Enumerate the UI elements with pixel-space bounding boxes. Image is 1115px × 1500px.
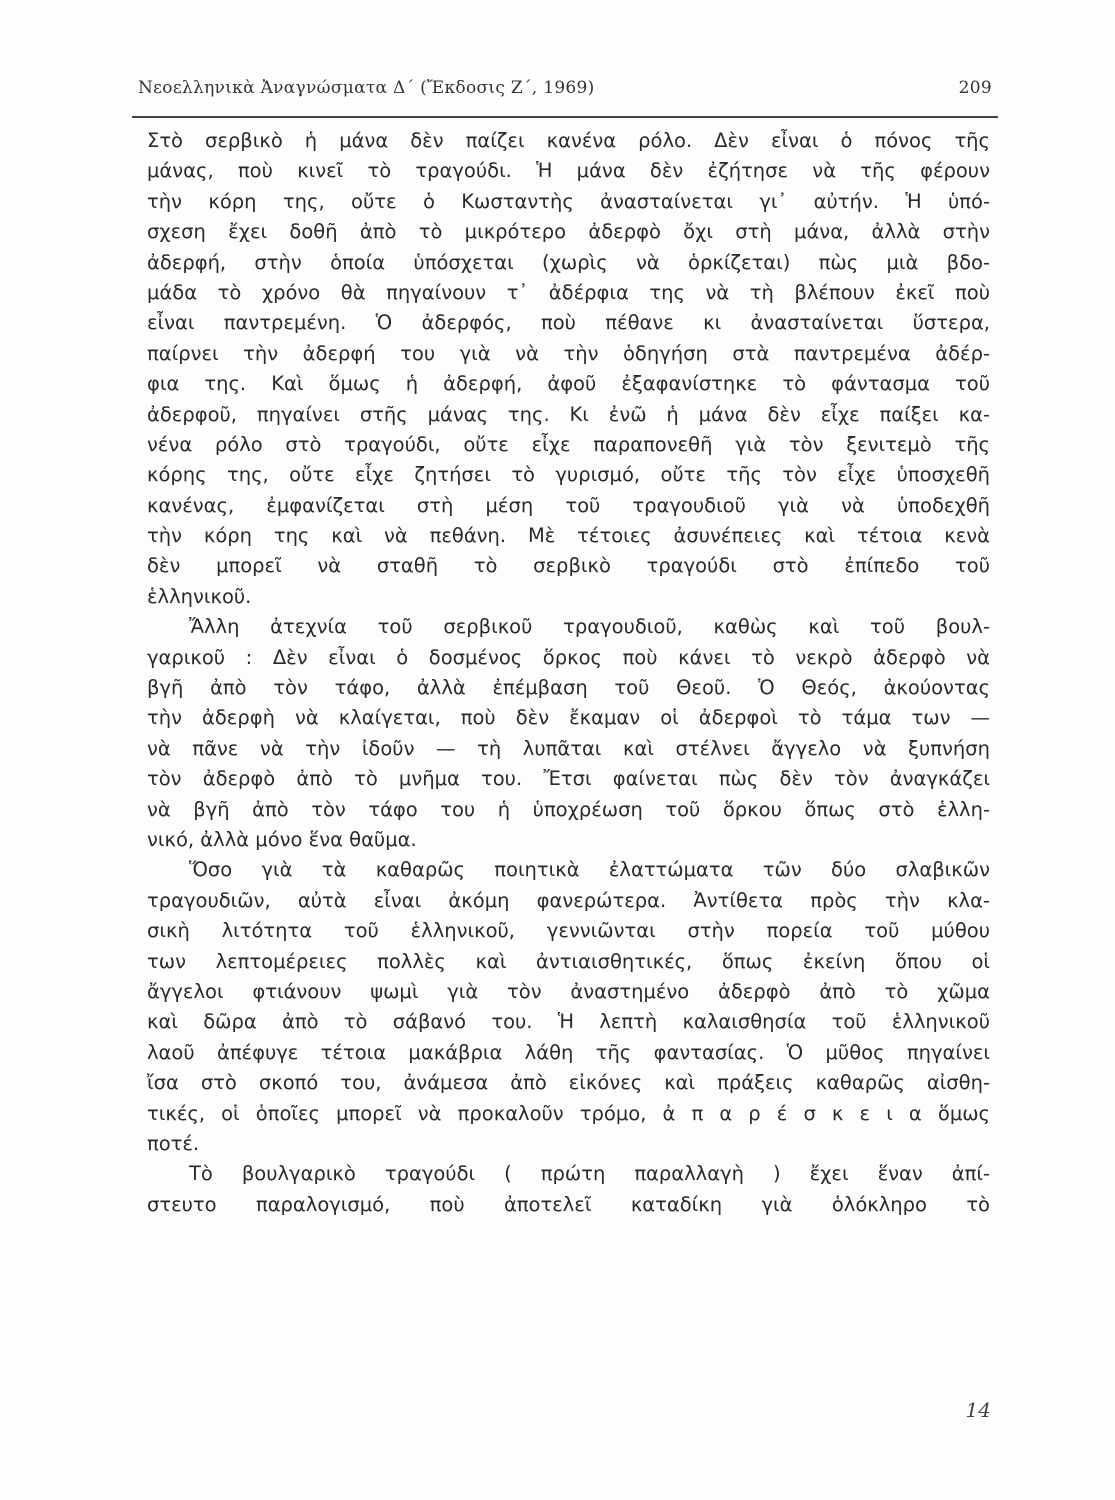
text-line: δὲν μπορεῖ νὰ σταθῆ τὸ σερβικὸ τραγούδι στὸ ἐπίπεδο τοῦ [147, 554, 990, 578]
body-text [147, 126, 990, 1220]
text-line: νικό, ἀλλὰ μόνο ἕνα θαῦμα. [147, 827, 417, 851]
text-line: των λεπτομέρειες πολλὲς καὶ ἀντιαισθητικές, ὅπως ἐκείνη ὅπου οἱ [147, 949, 990, 973]
text-line: καὶ δῶρα ἀπὸ τὸ σάβανό του. Ἡ λεπτὴ καλαισθησία τοῦ ἑλληνικοῦ [147, 1010, 990, 1034]
text-line: φια της. Καὶ ὅμως ἡ ἀδερφή, ἀφοῦ ἐξαφανίστηκε τὸ φάντασμα τοῦ [147, 372, 990, 396]
text-line: γαρικοῦ : Δὲν εἶναι ὁ δοσμένος ὅρκος ποὺ κάνει τὸ νεκρὸ ἀδερφὸ νὰ [147, 645, 990, 669]
text-line: σχεση ἔχει δοθῆ ἀπὸ τὸ μικρότερο ἀδερφὸ ὄχι στὴ μάνα, ἀλλὰ στὴν [147, 220, 990, 244]
text-line: σικὴ λιτότητα τοῦ ἑλληνικοῦ, γεννιῶνται στὴν πορεία τοῦ μύθου [147, 919, 990, 943]
header-rule [132, 116, 998, 118]
running-head [132, 78, 992, 108]
text-line: νένα ρόλο στὸ τραγούδι, οὔτε εἶχε παραπονεθῆ γιὰ τὸν ξενιτεμὸ τῆς [147, 432, 990, 456]
text-line: ἀδερφή, στὴν ὁποία ὑπόσχεται (χωρὶς νὰ ὁρκίζεται) πὼς μιὰ βδο- [147, 250, 990, 274]
paragraph-start-line: Ὅσο γιὰ τὰ καθαρῶς ποιητικὰ ἐλαττώματα τῶν δύο σλαβικῶν [189, 858, 990, 882]
text-line: εἶναι παντρεμένη. Ὁ ἀδερφός, ποὺ πέθανε κι ἀνασταίνεται ὕστερα, [147, 311, 990, 335]
text-line: τὴν κόρη της καὶ νὰ πεθάνη. Μὲ τέτοιες ἀσυνέπειες καὶ τέτοια κενὰ [147, 524, 990, 548]
text-line: κόρης της, οὔτε εἶχε ζητήσει τὸ γυρισμό, οὔτε τῆς τὸν εἶχε ὑποσχεθῆ [147, 463, 990, 487]
text-line: νὰ βγῆ ἀπὸ τὸν τάφο του ἡ ὑποχρέωση τοῦ ὅρκου ὅπως στὸ ἑλλη- [147, 797, 990, 821]
text-line: βγῆ ἀπὸ τὸν τάφο, ἀλλὰ ἐπέμβαση τοῦ Θεοῦ. Ὁ Θεός, ἀκούοντας [147, 676, 990, 700]
paragraph-start-line: Ἄλλη ἀτεχνία τοῦ σερβικοῦ τραγουδιοῦ, καθὼς καὶ τοῦ βουλ- [189, 615, 990, 639]
text-line: μάδα τὸ χρόνο θὰ πηγαίνουν τ᾿ ἀδέρφια της νὰ τὴ βλέπουν ἐκεῖ ποὺ [147, 280, 990, 304]
text-line: ποτέ. [147, 1131, 200, 1155]
text-line: ἴσα στὸ σκοπό του, ἀνάμεσα ἀπὸ εἰκόνες καὶ πράξεις καθαρῶς αἰσθη- [147, 1071, 990, 1095]
book-title: Νεοελληνικὰ Ἀναγνώσματα Δ΄ (Ἔκδοσις Ζ΄, 1969) [138, 78, 595, 98]
text-line: ἀδερφοῦ, πηγαίνει στῆς μάνας της. Κι ἐνῶ ἡ μάνα δὲν εἶχε παίξει κα- [147, 402, 990, 426]
text-line: τὸν ἀδερφὸ ἀπὸ τὸ μνῆμα του. Ἔτσι φαίνεται πὼς δὲν τὸν ἀναγκάζει [147, 767, 990, 791]
text-line: τικές, οἱ ὁποῖες μπορεῖ νὰ προκαλοῦν τρόμο, ἀ π α ρ έ σ κ ε ι α ὅμως [147, 1101, 990, 1125]
paragraph-start-line: Τὸ βουλγαρικὸ τραγούδι ( πρώτη παραλλαγὴ ) ἔχει ἕναν ἀπί- [189, 1162, 990, 1186]
text-line: λαοῦ ἀπέφυγε τέτοια μακάβρια λάθη τῆς φαντασίας. Ὁ μῦθος πηγαίνει [147, 1040, 990, 1064]
text-line: κανένας, ἐμφανίζεται στὴ μέση τοῦ τραγουδιοῦ γιὰ νὰ ὑποδεχθῆ [147, 493, 990, 517]
text-line: ἑλληνικοῦ. [147, 584, 252, 608]
text-line: ἄγγελοι φτιάνουν ψωμὶ γιὰ τὸν ἀναστημένο ἀδερφὸ ἀπὸ τὸ χῶμα [147, 979, 990, 1003]
text-line: παίρνει τὴν ἀδερφή του γιὰ νὰ τὴν ὁδηγήση στὰ παντρεμένα ἀδέρ- [147, 341, 990, 365]
text-line: νὰ πᾶνε νὰ τὴν ἰδοῦν — τὴ λυπᾶται καὶ στέλνει ἄγγελο νὰ ξυπνήση [147, 736, 990, 760]
text-line: τὴν κόρη της, οὔτε ὁ Κωσταντὴς ἀνασταίνεται γι᾿ αὐτήν. Ἡ ὑπό- [147, 189, 990, 213]
text-line: στευτο παραλογισμό, ποὺ ἀποτελεῖ καταδίκη γιὰ ὁλόκληρο τὸ [147, 1192, 990, 1216]
text-line: τὴν ἀδερφὴ νὰ κλαίγεται, ποὺ δὲν ἔκαμαν οἱ ἀδερφοὶ τὸ τάμα των — [147, 706, 990, 730]
text-line: μάνας, ποὺ κινεῖ τὸ τραγούδι. Ἡ μάνα δὲν ἐζήτησε νὰ τῆς φέρουν [147, 159, 990, 183]
page-number: 209 [958, 78, 992, 98]
signature-mark: 14 [965, 1398, 991, 1422]
text-line: Στὸ σερβικὸ ἡ μάνα δὲν παίζει κανένα ρόλο. Δὲν εἶναι ὁ πόνος τῆς [147, 129, 990, 152]
text-line: τραγουδιῶν, αὐτὰ εἶναι ἀκόμη φανερώτερα. Ἀντίθετα πρὸς τὴν κλα- [147, 888, 990, 912]
